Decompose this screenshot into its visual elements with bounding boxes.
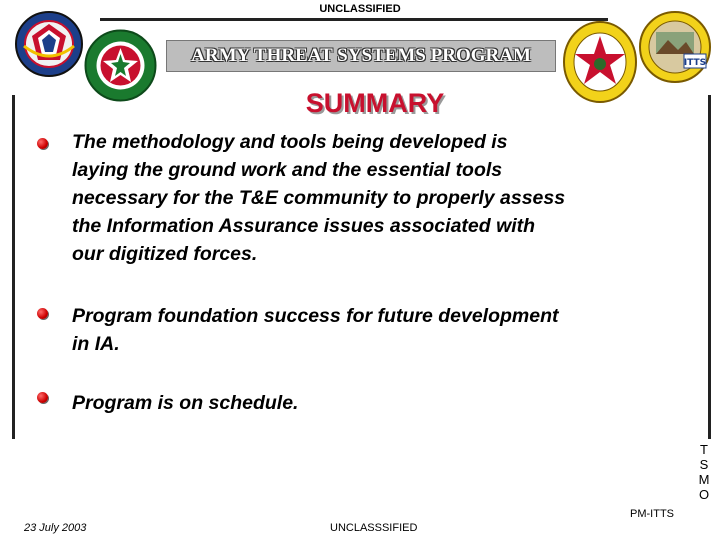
bullet-2-line: in IA. <box>72 333 120 355</box>
bullet-text-1 <box>72 128 692 268</box>
tsmo-letter: S <box>699 457 709 472</box>
tsmo-letter: M <box>698 472 710 487</box>
bullet-text-3 <box>72 389 692 417</box>
frame-top-rule <box>100 18 608 21</box>
bullet-1-line: The methodology and tools being developed is <box>72 131 508 153</box>
arsenal-seal-logo <box>14 10 84 78</box>
bullet-icon-1 <box>37 138 48 149</box>
bullet-1-line: necessary for the T&E community to properly assess <box>72 187 566 209</box>
bullet-1-line: our digitized forces. <box>72 243 258 265</box>
footer-date: 23 July 2003 <box>24 522 87 534</box>
slide-heading: SUMMARY <box>305 88 445 118</box>
tsmo-letter: O <box>698 487 710 502</box>
bullet-icon-2 <box>37 308 48 319</box>
frame-right-rule <box>708 95 711 439</box>
top-classification: UNCLASSIFIED <box>319 3 401 15</box>
bullet-2-line: Program foundation success for future development <box>72 305 559 327</box>
itts-seal-logo <box>638 10 712 84</box>
tsmo-vertical-label <box>697 442 711 502</box>
frame-left-rule <box>12 95 15 439</box>
tsmo-letter: T <box>700 442 708 457</box>
itts-badge-text: ITTS <box>683 58 707 68</box>
bullet-icon-3 <box>37 392 48 403</box>
bullet-3-line: Program is on schedule. <box>72 392 299 414</box>
bullet-text-2 <box>72 302 692 358</box>
bullet-1-line: laying the ground work and the essential tools <box>72 159 503 181</box>
footer-org: PM-ITTS <box>630 508 674 520</box>
bullet-1-line: the Information Assurance issues associated with <box>72 215 536 237</box>
footer-classification: UNCLASSSIFIED <box>330 522 418 534</box>
program-banner: ARMY THREAT SYSTEMS PROGRAM <box>166 40 556 72</box>
